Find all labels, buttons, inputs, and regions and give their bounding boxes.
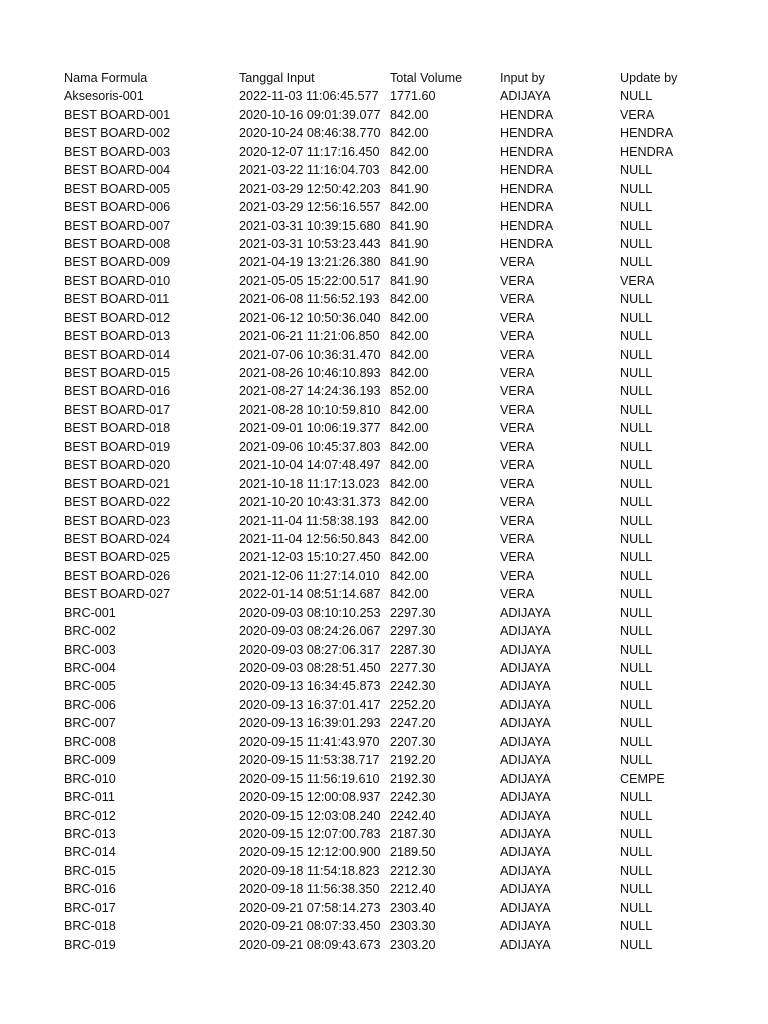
cell-nama-formula: BRC-018 bbox=[64, 919, 116, 934]
cell-nama-formula: BEST BOARD-011 bbox=[64, 292, 170, 307]
cell-nama-formula: BEST BOARD-016 bbox=[64, 384, 171, 399]
cell-update-by: NULL bbox=[620, 163, 653, 178]
table-row bbox=[64, 438, 744, 456]
table-row bbox=[64, 567, 744, 585]
cell-nama-formula: BEST BOARD-022 bbox=[64, 495, 171, 510]
cell-nama-formula: BRC-011 bbox=[64, 790, 115, 805]
table-row bbox=[64, 382, 744, 400]
formula-table bbox=[64, 69, 744, 954]
cell-update-by: NULL bbox=[620, 236, 653, 251]
header-update-by: Update by bbox=[620, 71, 678, 85]
cell-tanggal-input: 2020-09-13 16:34:45.873 bbox=[239, 679, 381, 694]
cell-total-volume: 2192.30 bbox=[390, 771, 436, 786]
cell-nama-formula: BEST BOARD-023 bbox=[64, 513, 171, 528]
table-row bbox=[64, 217, 744, 235]
cell-update-by: NULL bbox=[620, 439, 653, 454]
cell-total-volume: 842.00 bbox=[390, 513, 429, 528]
cell-total-volume: 842.00 bbox=[390, 568, 429, 583]
cell-input-by: VERA bbox=[500, 255, 535, 270]
cell-update-by: NULL bbox=[620, 366, 653, 380]
cell-input-by: ADIJAYA bbox=[500, 937, 551, 952]
cell-update-by: NULL bbox=[620, 863, 653, 878]
cell-nama-formula: BRC-010 bbox=[64, 771, 116, 786]
cell-input-by: ADIJAYA bbox=[500, 697, 551, 712]
cell-total-volume: 842.00 bbox=[390, 421, 429, 436]
cell-tanggal-input: 2021-10-04 14:07:48.497 bbox=[239, 458, 381, 473]
table-row bbox=[64, 309, 744, 327]
cell-nama-formula: BEST BOARD-014 bbox=[64, 347, 171, 362]
cell-input-by: HENDRA bbox=[500, 107, 554, 122]
cell-tanggal-input: 2021-08-28 10:10:59.810 bbox=[239, 402, 381, 417]
cell-nama-formula: BRC-002 bbox=[64, 624, 116, 639]
cell-nama-formula: BRC-009 bbox=[64, 753, 116, 768]
cell-total-volume: 2192.20 bbox=[390, 753, 436, 768]
cell-nama-formula: BRC-003 bbox=[64, 642, 116, 657]
cell-tanggal-input: 2021-08-27 14:24:36.193 bbox=[239, 384, 381, 399]
cell-tanggal-input: 2021-11-04 11:58:38.193 bbox=[239, 513, 379, 528]
table-row bbox=[64, 419, 744, 437]
cell-input-by: HENDRA bbox=[500, 236, 554, 251]
cell-nama-formula: BEST BOARD-024 bbox=[64, 531, 171, 546]
cell-update-by: NULL bbox=[620, 790, 653, 805]
table-body bbox=[64, 87, 744, 954]
table-row bbox=[64, 751, 744, 769]
cell-nama-formula: BEST BOARD-019 bbox=[64, 439, 171, 454]
cell-input-by: VERA bbox=[500, 273, 535, 288]
cell-tanggal-input: 2022-01-14 08:51:14.687 bbox=[239, 587, 381, 602]
cell-nama-formula: BEST BOARD-012 bbox=[64, 310, 171, 325]
cell-input-by: HENDRA bbox=[500, 126, 554, 141]
cell-nama-formula: BEST BOARD-017 bbox=[64, 402, 171, 417]
cell-tanggal-input: 2020-09-03 08:28:51.450 bbox=[239, 661, 381, 675]
cell-update-by: NULL bbox=[620, 310, 653, 325]
cell-update-by: HENDRA bbox=[620, 126, 674, 141]
cell-total-volume: 842.00 bbox=[390, 329, 429, 344]
cell-tanggal-input: 2020-09-21 08:09:43.673 bbox=[239, 937, 381, 952]
cell-total-volume: 2252.20 bbox=[390, 697, 436, 712]
cell-tanggal-input: 2021-06-08 11:56:52.193 bbox=[239, 292, 380, 307]
cell-tanggal-input: 2022-11-03 11:06:45.577 bbox=[239, 89, 379, 104]
cell-tanggal-input: 2021-08-26 10:46:10.893 bbox=[239, 366, 381, 380]
cell-input-by: VERA bbox=[500, 458, 535, 473]
cell-total-volume: 2303.40 bbox=[390, 900, 436, 915]
cell-input-by: VERA bbox=[500, 292, 535, 307]
cell-nama-formula: BRC-019 bbox=[64, 937, 116, 952]
cell-total-volume: 842.00 bbox=[390, 126, 429, 141]
cell-update-by: NULL bbox=[620, 476, 653, 491]
cell-update-by: NULL bbox=[620, 347, 653, 362]
table-row bbox=[64, 401, 744, 419]
cell-tanggal-input: 2020-09-18 11:56:38.350 bbox=[239, 882, 380, 897]
cell-input-by: ADIJAYA bbox=[500, 863, 551, 878]
table-row bbox=[64, 180, 744, 198]
cell-tanggal-input: 2021-04-19 13:21:26.380 bbox=[239, 255, 381, 270]
cell-update-by: NULL bbox=[620, 513, 653, 528]
cell-input-by: VERA bbox=[500, 476, 535, 491]
cell-input-by: VERA bbox=[500, 421, 535, 436]
cell-tanggal-input: 2020-09-15 12:00:08.937 bbox=[239, 790, 381, 805]
cell-update-by: NULL bbox=[620, 329, 653, 344]
cell-total-volume: 842.00 bbox=[390, 292, 429, 307]
cell-total-volume: 2212.30 bbox=[390, 863, 436, 878]
cell-tanggal-input: 2020-10-24 08:46:38.770 bbox=[239, 126, 381, 141]
cell-nama-formula: BRC-016 bbox=[64, 882, 116, 897]
cell-total-volume: 841.90 bbox=[390, 255, 429, 270]
table-row bbox=[64, 548, 744, 566]
cell-tanggal-input: 2021-11-04 12:56:50.843 bbox=[239, 531, 380, 546]
table-row bbox=[64, 475, 744, 493]
cell-total-volume: 841.90 bbox=[390, 181, 429, 196]
cell-input-by: HENDRA bbox=[500, 163, 554, 178]
cell-total-volume: 842.00 bbox=[390, 587, 429, 602]
cell-nama-formula: BRC-008 bbox=[64, 734, 116, 749]
table-row bbox=[64, 899, 744, 917]
cell-nama-formula: BRC-005 bbox=[64, 679, 116, 694]
cell-total-volume: 842.00 bbox=[390, 163, 429, 178]
cell-total-volume: 842.00 bbox=[390, 366, 429, 380]
cell-total-volume: 842.00 bbox=[390, 107, 429, 122]
table-row bbox=[64, 917, 744, 935]
cell-input-by: VERA bbox=[500, 347, 535, 362]
cell-update-by: NULL bbox=[620, 200, 653, 215]
cell-total-volume: 2247.20 bbox=[390, 716, 436, 731]
cell-tanggal-input: 2020-09-13 16:37:01.417 bbox=[239, 697, 381, 712]
cell-input-by: VERA bbox=[500, 513, 535, 528]
cell-total-volume: 1771.60 bbox=[390, 89, 436, 104]
cell-nama-formula: BRC-012 bbox=[64, 808, 116, 823]
cell-update-by: NULL bbox=[620, 882, 653, 897]
cell-update-by: NULL bbox=[620, 568, 653, 583]
cell-tanggal-input: 2021-03-31 10:53:23.443 bbox=[239, 236, 381, 251]
cell-total-volume: 2303.20 bbox=[390, 937, 436, 952]
cell-nama-formula: BRC-017 bbox=[64, 900, 116, 915]
cell-input-by: ADIJAYA bbox=[500, 753, 551, 768]
cell-input-by: ADIJAYA bbox=[500, 845, 551, 860]
cell-tanggal-input: 2020-09-15 11:53:38.717 bbox=[239, 753, 380, 768]
table-row bbox=[64, 659, 744, 677]
table-row bbox=[64, 456, 744, 474]
cell-input-by: VERA bbox=[500, 550, 535, 565]
cell-tanggal-input: 2021-03-22 11:16:04.703 bbox=[239, 163, 380, 178]
cell-total-volume: 2287.30 bbox=[390, 642, 436, 657]
cell-tanggal-input: 2021-09-01 10:06:19.377 bbox=[239, 421, 381, 436]
cell-total-volume: 2212.40 bbox=[390, 882, 436, 897]
cell-nama-formula: BEST BOARD-006 bbox=[64, 200, 171, 215]
cell-total-volume: 2242.30 bbox=[390, 679, 436, 694]
cell-update-by: NULL bbox=[620, 826, 653, 841]
cell-tanggal-input: 2020-09-18 11:54:18.823 bbox=[239, 863, 380, 878]
table-row bbox=[64, 788, 744, 806]
cell-total-volume: 2297.30 bbox=[390, 605, 436, 620]
cell-nama-formula: BRC-015 bbox=[64, 863, 116, 878]
cell-input-by: ADIJAYA bbox=[500, 624, 551, 639]
cell-update-by: NULL bbox=[620, 292, 653, 307]
cell-total-volume: 2242.40 bbox=[390, 808, 436, 823]
cell-update-by: NULL bbox=[620, 697, 653, 712]
cell-total-volume: 2189.50 bbox=[390, 845, 436, 860]
cell-input-by: HENDRA bbox=[500, 218, 554, 233]
cell-nama-formula: BRC-013 bbox=[64, 826, 116, 841]
cell-tanggal-input: 2020-09-15 12:03:08.240 bbox=[239, 808, 381, 823]
cell-tanggal-input: 2021-06-21 11:21:06.850 bbox=[239, 329, 380, 344]
cell-input-by: ADIJAYA bbox=[500, 808, 551, 823]
cell-total-volume: 852.00 bbox=[390, 384, 429, 399]
cell-update-by: NULL bbox=[620, 734, 653, 749]
header-tanggal-input: Tanggal Input bbox=[239, 71, 315, 85]
cell-nama-formula: BEST BOARD-021 bbox=[64, 476, 171, 491]
table-row bbox=[64, 143, 744, 161]
cell-input-by: ADIJAYA bbox=[500, 642, 551, 657]
cell-update-by: NULL bbox=[620, 421, 653, 436]
header-nama-formula: Nama Formula bbox=[64, 71, 148, 85]
cell-total-volume: 841.90 bbox=[390, 236, 429, 251]
cell-tanggal-input: 2020-09-15 11:56:19.610 bbox=[239, 771, 380, 786]
cell-tanggal-input: 2020-09-03 08:27:06.317 bbox=[239, 642, 381, 657]
table-row bbox=[64, 493, 744, 511]
cell-update-by: NULL bbox=[620, 605, 653, 620]
cell-total-volume: 842.00 bbox=[390, 144, 429, 159]
cell-nama-formula: BEST BOARD-003 bbox=[64, 144, 171, 159]
table-row bbox=[64, 677, 744, 695]
table-header-row bbox=[64, 69, 744, 87]
cell-nama-formula: BEST BOARD-009 bbox=[64, 255, 171, 270]
table-row bbox=[64, 161, 744, 179]
cell-nama-formula: BRC-004 bbox=[64, 661, 116, 675]
cell-input-by: VERA bbox=[500, 587, 535, 602]
table-row bbox=[64, 290, 744, 308]
cell-update-by: NULL bbox=[620, 937, 653, 952]
table-row bbox=[64, 272, 744, 290]
table-row bbox=[64, 862, 744, 880]
cell-update-by: NULL bbox=[620, 919, 653, 934]
cell-input-by: VERA bbox=[500, 568, 535, 583]
table-row bbox=[64, 641, 744, 659]
table-row bbox=[64, 87, 744, 105]
cell-update-by: NULL bbox=[620, 384, 653, 399]
cell-tanggal-input: 2020-09-15 12:07:00.783 bbox=[239, 826, 381, 841]
cell-total-volume: 841.90 bbox=[390, 218, 429, 233]
cell-nama-formula: BEST BOARD-025 bbox=[64, 550, 171, 565]
cell-update-by: CEMPE bbox=[620, 771, 665, 786]
cell-tanggal-input: 2021-12-06 11:27:14.010 bbox=[239, 568, 380, 583]
cell-tanggal-input: 2020-09-13 16:39:01.293 bbox=[239, 716, 381, 731]
cell-update-by: NULL bbox=[620, 402, 653, 417]
cell-update-by: NULL bbox=[620, 753, 653, 768]
cell-total-volume: 842.00 bbox=[390, 200, 429, 215]
table-row bbox=[64, 825, 744, 843]
cell-input-by: HENDRA bbox=[500, 200, 554, 215]
table-row bbox=[64, 124, 744, 142]
table-row bbox=[64, 843, 744, 861]
cell-update-by: NULL bbox=[620, 550, 653, 565]
cell-input-by: ADIJAYA bbox=[500, 771, 551, 786]
cell-tanggal-input: 2021-06-12 10:50:36.040 bbox=[239, 310, 381, 325]
cell-total-volume: 841.90 bbox=[390, 273, 429, 288]
cell-nama-formula: BEST BOARD-004 bbox=[64, 163, 171, 178]
cell-tanggal-input: 2020-09-21 07:58:14.273 bbox=[239, 900, 381, 915]
cell-update-by: NULL bbox=[620, 642, 653, 657]
table-row bbox=[64, 530, 744, 548]
cell-input-by: VERA bbox=[500, 439, 535, 454]
table-row bbox=[64, 346, 744, 364]
cell-tanggal-input: 2021-12-03 15:10:27.450 bbox=[239, 550, 381, 565]
cell-update-by: HENDRA bbox=[620, 144, 674, 159]
cell-tanggal-input: 2021-03-31 10:39:15.680 bbox=[239, 218, 381, 233]
cell-nama-formula: BEST BOARD-002 bbox=[64, 126, 171, 141]
cell-update-by: NULL bbox=[620, 255, 653, 270]
cell-update-by: NULL bbox=[620, 808, 653, 823]
cell-nama-formula: BRC-007 bbox=[64, 716, 116, 731]
cell-nama-formula: BRC-006 bbox=[64, 697, 116, 712]
cell-input-by: VERA bbox=[500, 531, 535, 546]
cell-total-volume: 842.00 bbox=[390, 550, 429, 565]
cell-total-volume: 2207.30 bbox=[390, 734, 436, 749]
cell-total-volume: 2297.30 bbox=[390, 624, 436, 639]
header-input-by: Input by bbox=[500, 71, 545, 85]
table-row bbox=[64, 512, 744, 530]
table-row bbox=[64, 770, 744, 788]
cell-nama-formula: BEST BOARD-007 bbox=[64, 218, 171, 233]
table-row bbox=[64, 327, 744, 345]
cell-tanggal-input: 2020-09-15 11:41:43.970 bbox=[239, 734, 380, 749]
table-row bbox=[64, 253, 744, 271]
cell-nama-formula: BEST BOARD-005 bbox=[64, 181, 171, 196]
cell-update-by: NULL bbox=[620, 495, 653, 510]
cell-update-by: NULL bbox=[620, 716, 653, 731]
cell-total-volume: 2242.30 bbox=[390, 790, 436, 805]
table-row bbox=[64, 714, 744, 732]
cell-update-by: NULL bbox=[620, 661, 653, 675]
table-row bbox=[64, 235, 744, 253]
cell-nama-formula: BEST BOARD-015 bbox=[64, 366, 171, 380]
cell-update-by: NULL bbox=[620, 624, 653, 639]
cell-update-by: VERA bbox=[620, 273, 655, 288]
cell-update-by: NULL bbox=[620, 900, 653, 915]
cell-total-volume: 842.00 bbox=[390, 476, 429, 491]
cell-input-by: HENDRA bbox=[500, 144, 554, 159]
cell-total-volume: 842.00 bbox=[390, 439, 429, 454]
cell-tanggal-input: 2020-09-21 08:07:33.450 bbox=[239, 919, 381, 934]
cell-tanggal-input: 2020-09-03 08:10:10.253 bbox=[239, 605, 381, 620]
cell-input-by: ADIJAYA bbox=[500, 661, 551, 675]
cell-nama-formula: BEST BOARD-026 bbox=[64, 568, 171, 583]
cell-total-volume: 842.00 bbox=[390, 531, 429, 546]
cell-update-by: NULL bbox=[620, 458, 653, 473]
header-total-volume: Total Volume bbox=[390, 71, 463, 85]
cell-tanggal-input: 2021-10-18 11:17:13.023 bbox=[239, 476, 380, 491]
cell-input-by: VERA bbox=[500, 310, 535, 325]
cell-total-volume: 842.00 bbox=[390, 458, 429, 473]
cell-tanggal-input: 2020-09-03 08:24:26.067 bbox=[239, 624, 381, 639]
cell-nama-formula: BEST BOARD-010 bbox=[64, 273, 171, 288]
cell-input-by: ADIJAYA bbox=[500, 790, 551, 805]
cell-input-by: VERA bbox=[500, 495, 535, 510]
table-row bbox=[64, 604, 744, 622]
cell-input-by: ADIJAYA bbox=[500, 679, 551, 694]
cell-input-by: ADIJAYA bbox=[500, 734, 551, 749]
cell-total-volume: 2187.30 bbox=[390, 826, 436, 841]
table-row bbox=[64, 585, 744, 603]
cell-total-volume: 842.00 bbox=[390, 347, 429, 362]
cell-input-by: ADIJAYA bbox=[500, 919, 551, 934]
cell-nama-formula: Aksesoris-001 bbox=[64, 89, 144, 104]
cell-nama-formula: BEST BOARD-027 bbox=[64, 587, 171, 602]
cell-tanggal-input: 2021-03-29 12:56:16.557 bbox=[239, 200, 381, 215]
cell-nama-formula: BRC-014 bbox=[64, 845, 116, 860]
cell-input-by: ADIJAYA bbox=[500, 826, 551, 841]
cell-tanggal-input: 2020-09-15 12:12:00.900 bbox=[239, 845, 381, 860]
cell-total-volume: 2277.30 bbox=[390, 661, 436, 675]
cell-tanggal-input: 2021-03-29 12:50:42.203 bbox=[239, 181, 381, 196]
cell-update-by: NULL bbox=[620, 845, 653, 860]
table-row bbox=[64, 622, 744, 640]
table-row bbox=[64, 696, 744, 714]
cell-tanggal-input: 2021-09-06 10:45:37.803 bbox=[239, 439, 381, 454]
cell-tanggal-input: 2021-07-06 10:36:31.470 bbox=[239, 347, 381, 362]
cell-update-by: NULL bbox=[620, 679, 653, 694]
cell-update-by: NULL bbox=[620, 89, 653, 104]
cell-nama-formula: BEST BOARD-008 bbox=[64, 236, 171, 251]
cell-input-by: ADIJAYA bbox=[500, 900, 551, 915]
table-row bbox=[64, 106, 744, 124]
table-row bbox=[64, 198, 744, 216]
cell-tanggal-input: 2020-12-07 11:17:16.450 bbox=[239, 144, 380, 159]
cell-tanggal-input: 2021-10-20 10:43:31.373 bbox=[239, 495, 381, 510]
cell-nama-formula: BEST BOARD-001 bbox=[64, 107, 171, 122]
cell-input-by: VERA bbox=[500, 329, 535, 344]
table-row bbox=[64, 880, 744, 898]
cell-update-by: NULL bbox=[620, 181, 653, 196]
cell-update-by: NULL bbox=[620, 531, 653, 546]
cell-total-volume: 842.00 bbox=[390, 495, 429, 510]
cell-tanggal-input: 2021-05-05 15:22:00.517 bbox=[239, 273, 381, 288]
cell-tanggal-input: 2020-10-16 09:01:39.077 bbox=[239, 107, 381, 122]
cell-nama-formula: BRC-001 bbox=[64, 605, 116, 620]
table-row bbox=[64, 733, 744, 751]
cell-input-by: ADIJAYA bbox=[500, 716, 551, 731]
cell-input-by: ADIJAYA bbox=[500, 605, 551, 620]
table-row bbox=[64, 364, 744, 382]
cell-update-by: NULL bbox=[620, 218, 653, 233]
cell-nama-formula: BEST BOARD-013 bbox=[64, 329, 171, 344]
cell-input-by: VERA bbox=[500, 402, 535, 417]
table-row bbox=[64, 807, 744, 825]
cell-nama-formula: BEST BOARD-020 bbox=[64, 458, 171, 473]
cell-total-volume: 2303.30 bbox=[390, 919, 436, 934]
cell-input-by: VERA bbox=[500, 366, 535, 380]
table-row bbox=[64, 936, 744, 954]
cell-update-by: NULL bbox=[620, 587, 653, 602]
cell-total-volume: 842.00 bbox=[390, 310, 429, 325]
cell-input-by: ADIJAYA bbox=[500, 89, 551, 104]
cell-input-by: ADIJAYA bbox=[500, 882, 551, 897]
cell-input-by: HENDRA bbox=[500, 181, 554, 196]
cell-input-by: VERA bbox=[500, 384, 535, 399]
cell-total-volume: 842.00 bbox=[390, 402, 429, 417]
cell-nama-formula: BEST BOARD-018 bbox=[64, 421, 171, 436]
cell-update-by: VERA bbox=[620, 107, 655, 122]
